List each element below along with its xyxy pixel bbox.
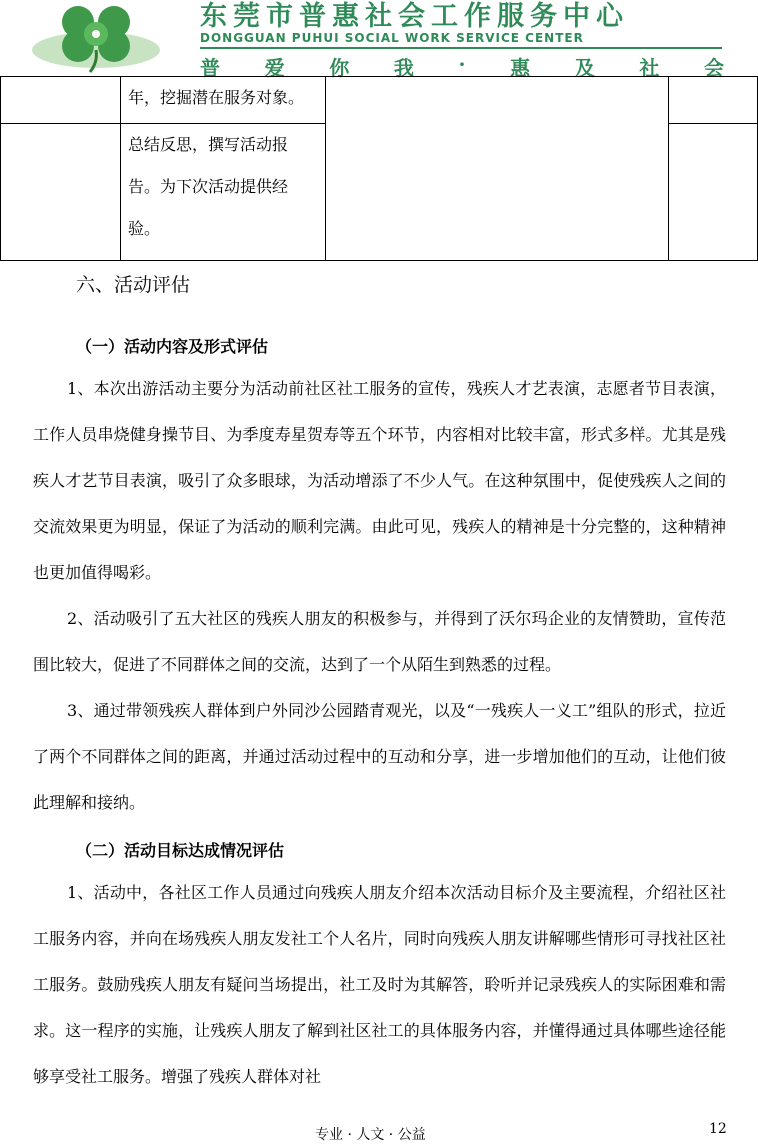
slogan-char: 你	[329, 56, 350, 80]
subsection-title: （一）活动内容及形式评估	[76, 337, 269, 356]
paragraph: 1、活动中，各社区工作人员通过向残疾人朋友介绍本次活动目标介及主要流程，介绍社区社工服务内容，并向在场残疾人朋友发社工个人名片，同时向残疾人朋友讲解哪些情形可寻找社区社工服务。鼓励残疾人朋友有疑问当场提出，社工及时为其解答，聆听并记录残疾人的实际困难和需求。这一程序的实施，让残疾人朋友了解到社区社工的具体服务内容，并懂得通过具体哪些途径能够享受社工服务。增强了残疾人群体对社	[33, 883, 726, 1086]
subsection-title: （二）活动目标达成情况评估	[76, 841, 285, 860]
table-cell	[669, 77, 758, 124]
table-cell: 总结反思，撰写活动报告。为下次活动提供经验。	[121, 124, 326, 261]
slogan-char: 我	[393, 56, 414, 80]
slogan-char: 普	[200, 56, 220, 80]
page-number: 12	[709, 1121, 727, 1137]
section-title: 六、活动评估	[76, 274, 191, 296]
table-cell	[326, 77, 669, 261]
org-name-cn: 东莞市普惠社会工作服务中心	[200, 1, 629, 32]
slogan-char: 会	[703, 56, 724, 80]
slogan-char: ·	[458, 52, 466, 76]
slogan-char: 社	[639, 56, 660, 80]
table-cell	[1, 124, 121, 261]
four-leaf-clover-icon	[26, 2, 166, 74]
paragraph: 2、活动吸引了五大社区的残疾人朋友的积极参与，并得到了沃尔玛企业的友情赞助，宣传范围比较大，促进了不同群体之间的交流，达到了一个从陌生到熟悉的过程。	[33, 609, 726, 674]
slogan-char: 爱	[264, 56, 285, 80]
org-name-en: DONGGUAN PUHUI SOCIAL WORK SERVICE CENTER	[200, 31, 584, 45]
paragraph: 1、本次出游活动主要分为活动前社区社工服务的宣传，残疾人才艺表演，志愿者节目表演，工作人员串烧健身操节目、为季度寿星贺寿等五个环节，内容相对比较丰富，形式多样。尤其是残疾人才艺节目表演，吸引了众多眼球，为活动增添了不少人气。在这种氛围中，促使残疾人之间的交流效果更为明显，保证了为活动的顺利完满。由此可见，残疾人的精神是十分完整的，这种精神也更加值得喝彩。	[33, 379, 726, 582]
slogan-char: 惠	[510, 56, 531, 80]
letterhead	[0, 0, 758, 80]
table-row	[1, 77, 758, 124]
activity-plan-table	[0, 76, 758, 261]
footer-motto: 专业 · 人文 · 公益	[315, 1127, 426, 1143]
table-cell: 年，挖掘潜在服务对象。	[121, 77, 326, 124]
table-cell	[1, 77, 121, 124]
table-cell	[669, 124, 758, 261]
slogan-char: 及	[574, 56, 595, 80]
paragraph: 3、通过带领残疾人群体到户外同沙公园踏青观光，以及“一残疾人一义工”组队的形式，拉近了两个不同群体之间的距离，并通过活动过程中的互动和分享，进一步增加他们的互动，让他们彼此理解和接纳。	[33, 701, 726, 812]
header-divider	[200, 47, 722, 49]
